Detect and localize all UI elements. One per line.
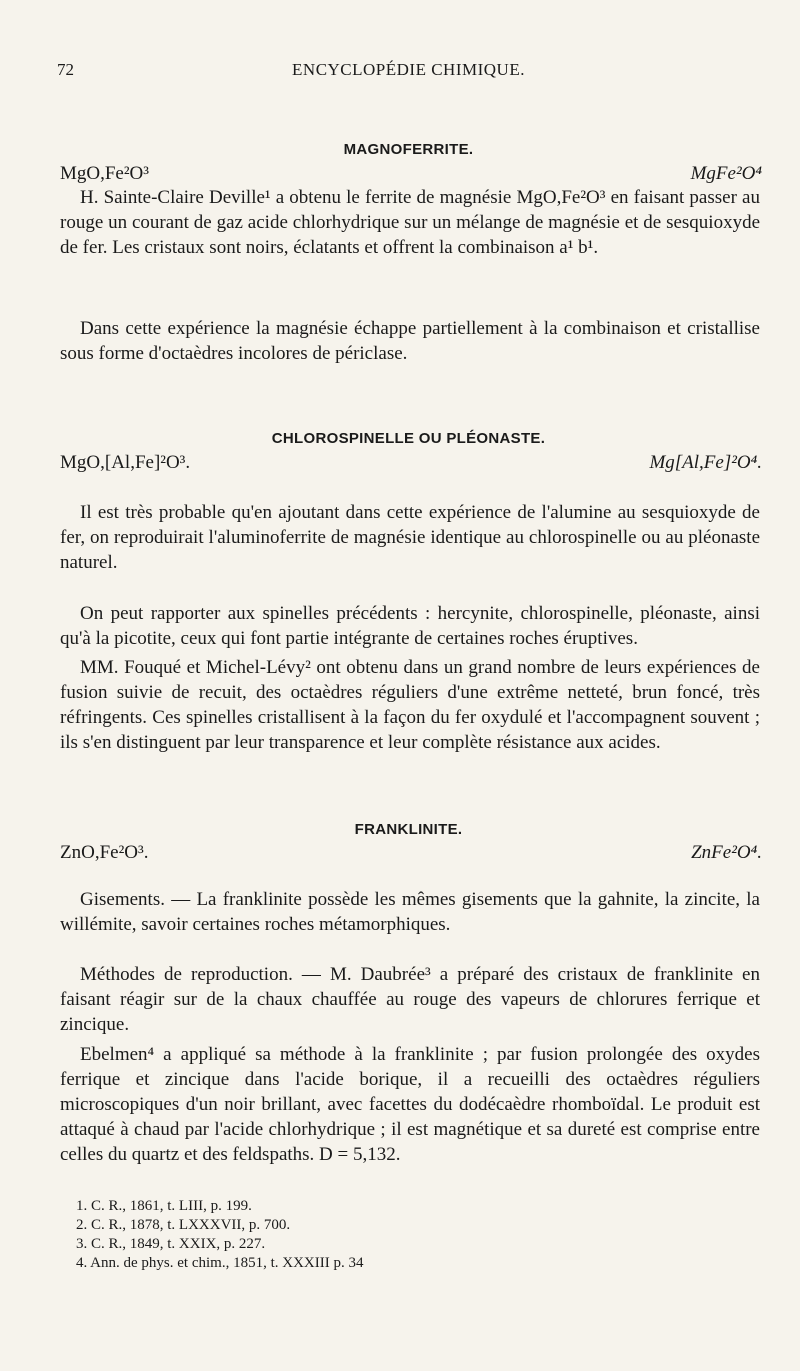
- paragraph: Il est très probable qu'en ajoutant dans cette expérience de l'alumine au sesquioxyde de fer, on reproduirait l'aluminoferrite de magnésie identique au chlorospinelle ou au pléonaste naturel.: [60, 502, 760, 573]
- formula-oxide-franklinite: ZnO,Fe²O³.: [60, 842, 149, 863]
- section-title-magnoferrite: MAGNOFERRITE.: [343, 141, 474, 158]
- footnote: 3. C. R., 1849, t. XXIX, p. 227.: [76, 1236, 266, 1252]
- paragraph: Ebelmen⁴ a appliqué sa méthode à la franklinite ; par fusion prolongée des oxydes ferrique et zincique dans l'acide borique, il a recueilli des octaèdres réguliers microscopiques d'un noir brillant, avec facettes du dodécaèdre rhomboïdal. Le produit est attaqué à chaud par l'acide chlorhydrique ; il est magnétique et sa dureté est comprise entre celles du quartz et des feldspaths. D = 5,132.: [60, 1044, 760, 1165]
- formula-spinel-franklinite: ZnFe²O⁴.: [691, 842, 762, 863]
- footnote: 2. C. R., 1878, t. LXXXVII, p. 700.: [76, 1217, 291, 1233]
- running-head: [57, 60, 760, 84]
- page-number: 72: [57, 60, 74, 79]
- footnote: 4. Ann. de phys. et chim., 1851, t. XXXIII p. 34: [76, 1255, 364, 1271]
- formula-oxide-chlorospinelle: MgO,[Al,Fe]²O³.: [60, 452, 191, 473]
- formula-spinel-magnoferrite: MgFe²O⁴: [690, 163, 762, 184]
- paragraph: On peut rapporter aux spinelles précédents : hercynite, chlorospinelle, pléonaste, ainsi qu'à la picotite, ceux qui font partie intégrante de certaines roches éruptives.: [60, 603, 760, 649]
- paragraph: MM. Fouqué et Michel-Lévy² ont obtenu dans un grand nombre de leurs expériences de fusion suivie de recuit, des octaèdres réguliers d'une extrême netteté, brun foncé, très réfringents. Ces spinelles cristallisent à la façon du fer oxydulé et l'accompagnent souvent ; ils s'en distinguent par leur transparence et leur complète résistance aux acides.: [60, 657, 760, 753]
- running-title: ENCYCLOPÉDIE CHIMIQUE.: [292, 60, 525, 79]
- paragraph-gisements: Gisements. — La franklinite possède les mêmes gisements que la gahnite, la zincite, la willémite, savoir certaines roches métamorphiques.: [60, 889, 760, 935]
- formula-oxide-magnoferrite: MgO,Fe²O³: [60, 163, 149, 184]
- footnotes: [76, 1197, 363, 1273]
- formula-spinel-chlorospinelle: Mg[Al,Fe]²O⁴.: [649, 452, 762, 473]
- paragraph-methodes: Méthodes de reproduction. — M. Daubrée³ a préparé des cristaux de franklinite en faisant réagir sur de la chaux chauffée au rouge des vapeurs de chlorures ferrique et zincique.: [60, 964, 760, 1035]
- section-title-chlorospinelle: CHLOROSPINELLE OU PLÉONASTE.: [271, 430, 546, 447]
- section-title-franklinite: FRANKLINITE.: [354, 821, 463, 838]
- paragraph: Dans cette expérience la magnésie échappe partiellement à la combinaison et cristallise sous forme d'octaèdres incolores de périclase.: [60, 318, 760, 364]
- paragraph: H. Sainte-Claire Deville¹ a obtenu le ferrite de magnésie MgO,Fe²O³ en faisant passer au rouge un courant de gaz acide chlorhydrique sur un mélange de magnésie et de sesquioxyde de fer. Les cristaux sont noirs, éclatants et offrent la combinaison a¹ b¹.: [60, 187, 760, 258]
- footnote: 1. C. R., 1861, t. LIII, p. 199.: [76, 1198, 252, 1214]
